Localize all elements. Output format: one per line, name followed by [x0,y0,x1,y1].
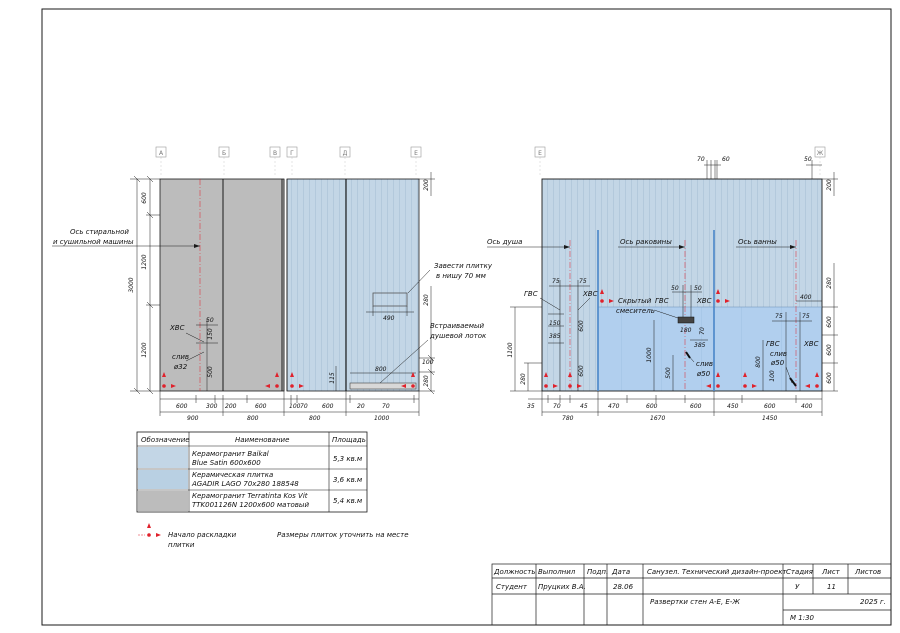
legend-swatch [138,447,188,468]
dim-3000: 3000 [128,277,135,293]
dim-bottom: 600 [764,403,776,410]
tile-start-note: плитки [168,541,195,549]
legend-item-area: 5,3 кв.м [333,455,363,463]
author-role: Студент [496,583,527,591]
dim-bottom: 1450 [762,415,778,422]
dim-bottom: 70 [382,403,390,410]
dim-bottom: 1670 [650,415,666,422]
dim-600: 600 [578,320,585,332]
hidden-mixer-label: смеситель [616,307,655,315]
axis-label: Б [221,150,227,157]
tile-start-note: Начало раскладки [168,531,237,539]
drain-label: слив [770,350,787,358]
cold-water-label: ХВС [583,290,598,298]
dim-280: 280 [423,294,430,306]
dim-top: 60 [722,156,730,163]
blue-tile-wall [287,179,419,391]
dim-600: 600 [826,316,833,328]
axis-label: Д [342,150,348,157]
dim-1100: 1100 [507,342,514,358]
dim-bottom: 100 [289,403,301,410]
dim-bottom: 900 [187,415,199,422]
dim-115: 115 [329,372,336,384]
title-header: Дата [612,568,631,576]
dim-600: 600 [826,372,833,384]
dim-bottom: 450 [727,403,739,410]
dim-1200: 1200 [141,254,148,270]
right-elevation [487,147,838,422]
dim-75: 75 [579,278,587,285]
bath-axis-label: Ось ванны [738,238,777,246]
left-elevation [52,147,493,422]
title-header: Выполнил [538,568,576,576]
hot-water-label: ГВС [524,290,538,298]
legend-header: Наименование [235,436,290,444]
legend-table [137,432,367,512]
dim-bottom: 70 [300,403,308,410]
drain-label: слив [696,360,713,368]
drawing-title: Развертки стен А-Е, Е-Ж [650,598,740,606]
date: 28.06 [613,583,634,591]
dim-bottom: 470 [608,403,620,410]
title-header: Подп. [587,568,609,576]
dim-top: 50 [804,156,812,163]
dim-150: 150 [549,320,561,327]
drain-diameter: ø50 [697,370,711,378]
dim-bottom: 35 [527,403,535,410]
dim-bottom: 600 [646,403,658,410]
legend-item-name: Керамогранит Baikal [192,450,269,458]
niche-note: в нишу 70 мм [436,272,486,280]
shower-drain [350,383,416,389]
dim-bottom: 1000 [374,415,390,422]
dim-150: 150 [207,328,214,340]
dim-bottom: 600 [322,403,334,410]
hidden-mixer-label: Скрытый [618,297,652,305]
dim-400: 400 [800,294,812,301]
drain-label: слив [172,353,189,361]
hot-water-label: ГВС [766,340,780,348]
dim-bottom: 200 [225,403,237,410]
title-header: Должность [494,568,536,576]
dim-800: 800 [375,366,387,373]
sheets-label: Листов [855,568,882,576]
dim-75: 75 [802,313,810,320]
sink-axis-label: Ось раковины [620,238,672,246]
dim-600: 600 [141,192,148,204]
shower-axis-label: Ось душа [487,238,523,246]
stage-value: У [795,583,800,591]
legend-swatch [138,491,188,511]
dim-bottom: 300 [206,403,218,410]
cold-water-label: ХВС [804,340,819,348]
legend-item-name: TTK001126N 1200x600 матовый [192,501,310,509]
dim-75: 75 [552,278,560,285]
legend-item-name: Керамогранит Terratinta Kos Vit [192,492,308,500]
legend-swatch [138,470,188,489]
niche-note: Завести плитку [434,262,492,270]
axis-label: Е [414,150,418,157]
dim-200: 200 [826,179,833,191]
cold-water-label: ХВС [170,324,185,332]
legend-item-area: 5,4 кв.м [333,497,363,505]
project-name: Санузел. Технический дизайн-проект [647,568,787,576]
dim-bottom: 20 [357,403,365,410]
tile-start-legend [138,523,161,537]
legend-item-name: AGADIR LAGO 70x280 188548 [192,480,299,488]
size-note: Размеры плиток уточнить на месте [277,531,409,539]
drain-diameter: ø32 [174,363,188,371]
legend-header: Обозначение [141,436,190,444]
axis-label: Ж [816,150,824,157]
dim-280: 280 [826,277,833,289]
axis-label: В [272,150,278,157]
hot-water-label: ГВС [655,297,669,305]
axis-label: Г [290,150,294,157]
dim-600: 600 [578,365,585,377]
dim-1000: 1000 [646,347,653,363]
dim-top: 70 [697,156,705,163]
dim-385: 385 [694,342,706,349]
dim-50: 50 [694,285,702,292]
dim-280: 280 [520,373,527,385]
dim-bottom: 800 [247,415,259,422]
washer-axis-note: Ось стиральной [70,228,129,236]
dim-bottom: 400 [801,403,813,410]
axis-label: Е [538,150,542,157]
dim-bottom: 600 [690,403,702,410]
dim-bottom: 600 [255,403,267,410]
sheet-label: Лист [822,568,840,576]
dim-600: 600 [826,344,833,356]
legend-item-name: Blue Satin 600x600 [192,459,261,467]
dim-bottom: 600 [176,403,188,410]
legend-item-area: 3,6 кв.м [333,476,363,484]
dim-bottom: 800 [309,415,321,422]
washer-axis-note: и сушильной машины [53,238,134,246]
legend-item-name: Керамическая плитка [192,471,274,479]
author-name: Пруцких В.А. [538,583,586,591]
scale: М 1:30 [790,614,814,622]
dim-200: 200 [423,179,430,191]
dim-100: 100 [769,370,776,382]
dim-50: 50 [206,317,214,324]
stage-label: Стадия [786,568,813,576]
dim-385: 385 [549,333,561,340]
legend-header: Площадь [332,436,366,444]
dim-bottom: 45 [580,403,588,410]
hidden-mixer [678,317,694,323]
dim-500: 500 [665,367,672,379]
drain-note: душевой лоток [430,332,487,340]
dim-1200: 1200 [141,342,148,358]
dim-800: 800 [755,356,762,368]
drain-note: Встраиваемый [430,322,485,330]
drain-diameter: ø50 [771,359,785,367]
dim-70: 70 [699,327,706,335]
left-axis-markers [156,147,421,157]
cold-water-label: ХВС [697,297,712,305]
dim-bottom: 70 [553,403,561,410]
dim-500: 500 [207,366,214,378]
dim-180: 180 [680,327,692,334]
dim-bottom: 780 [562,415,574,422]
dim-75: 75 [775,313,783,320]
dim-50: 50 [671,285,679,292]
dim-490: 490 [383,315,395,322]
dim-280: 280 [423,375,430,387]
axis-label: А [158,150,164,157]
dim-100: 100 [422,359,434,366]
sheet-value: 11 [827,583,836,591]
year: 2025 г. [860,598,886,606]
